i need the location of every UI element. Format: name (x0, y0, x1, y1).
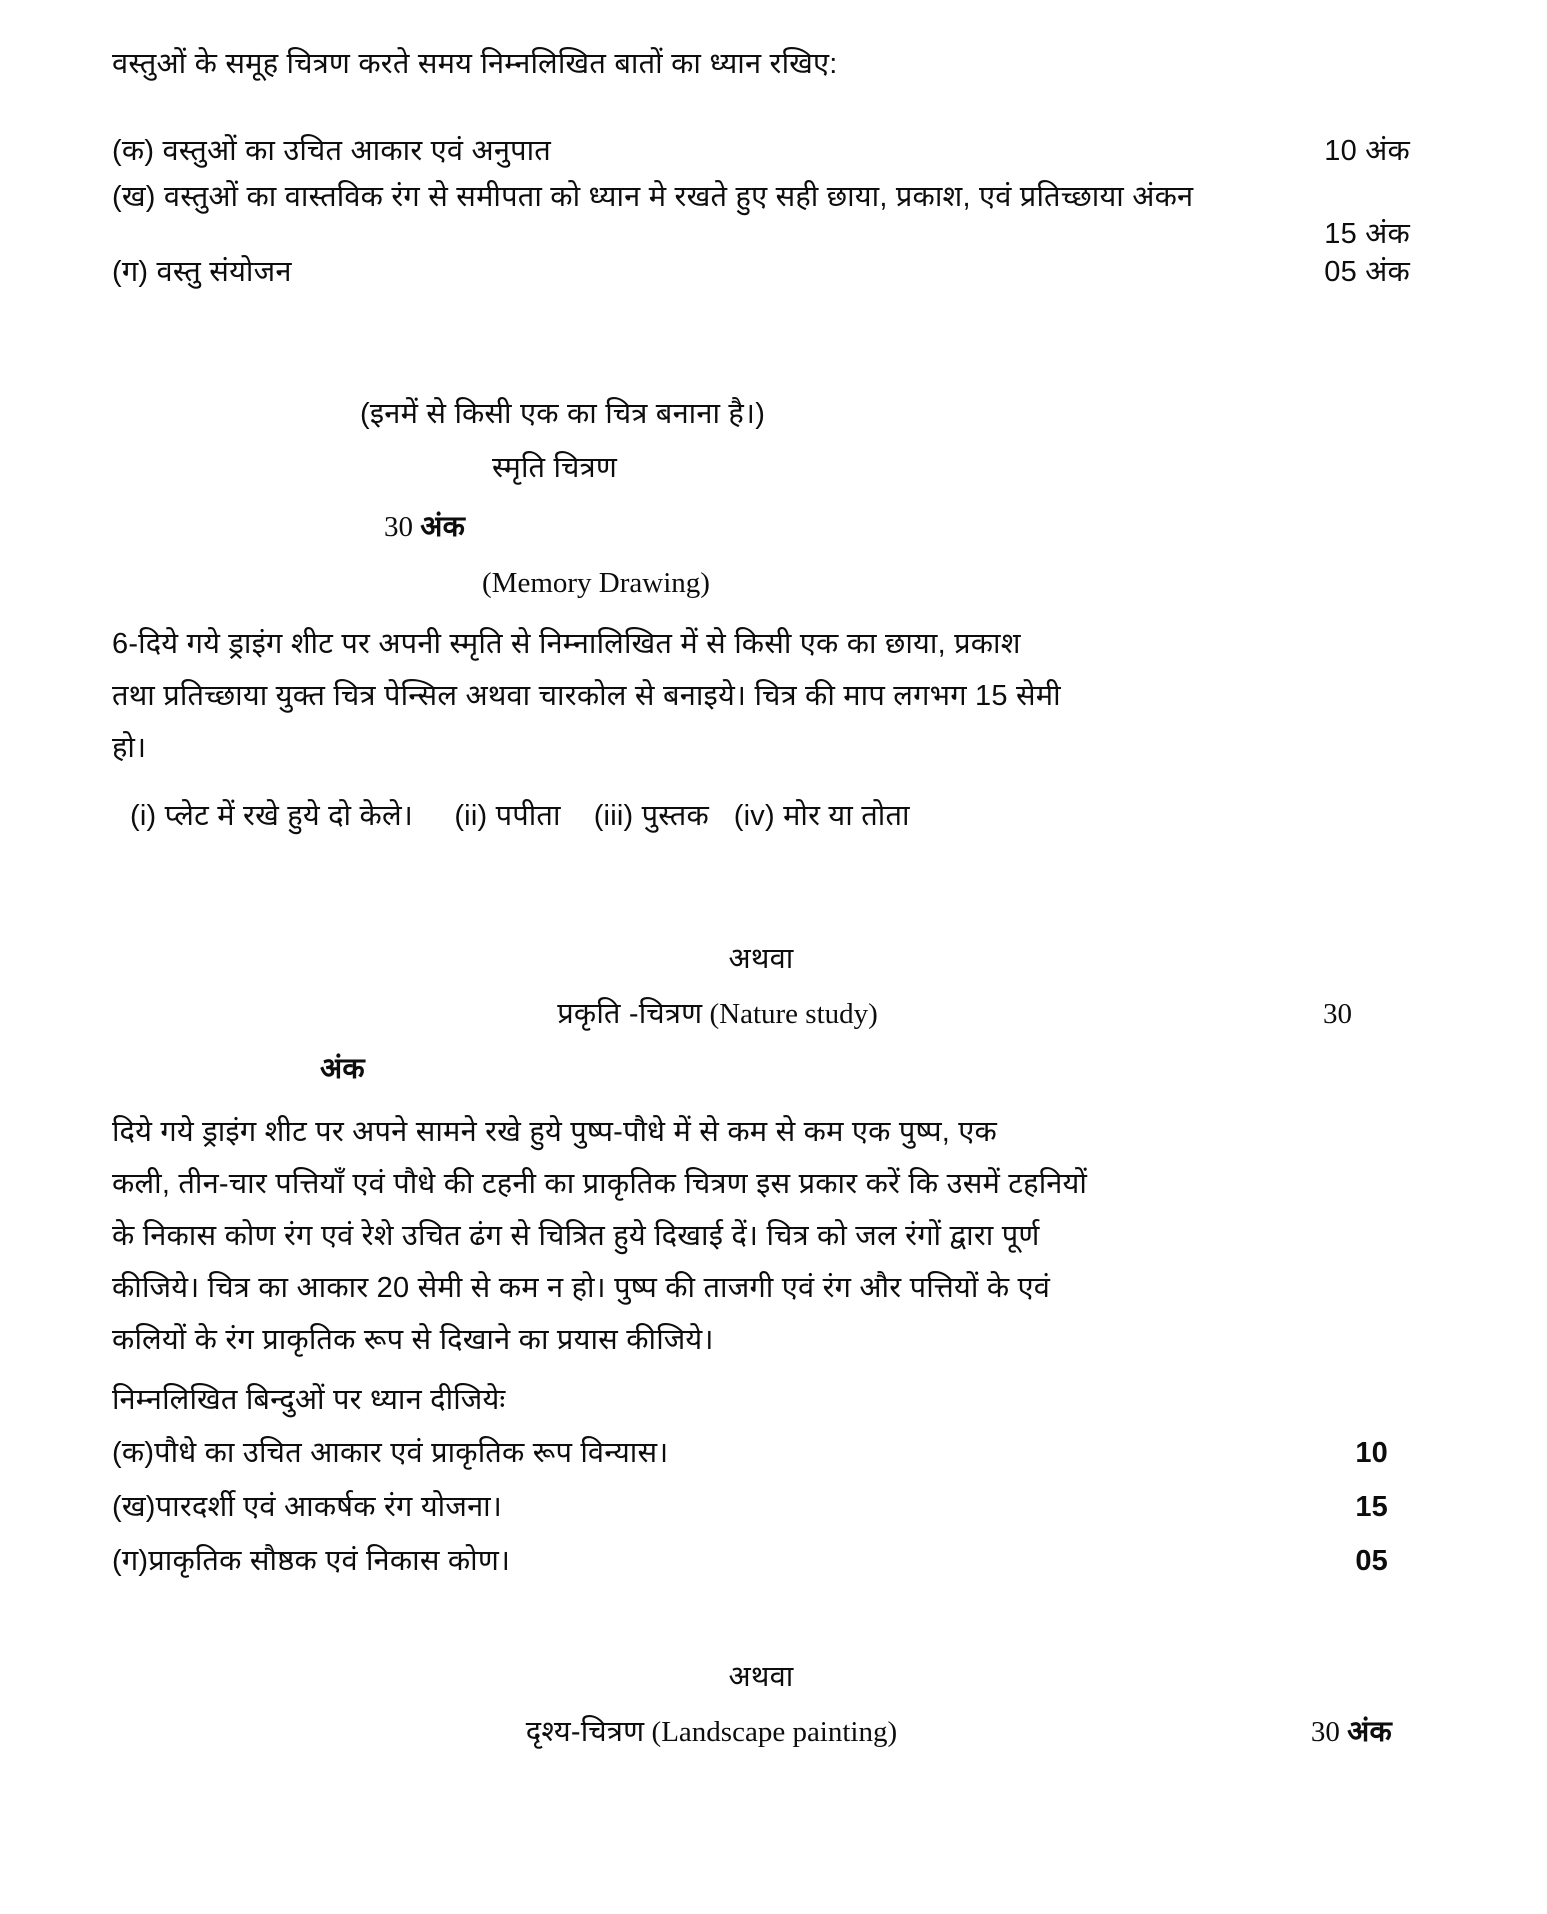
memory-option-ii: (ii) पपीता (454, 800, 561, 832)
nature-study-points-heading: निम्नलिखित बिन्दुओं पर ध्यान दीजियेः (112, 1384, 506, 1416)
paragraph-line (112, 670, 1410, 722)
nature-point-label-ga: (ग)प्राकृतिक सौष्ठक एवं निकास कोण। (112, 1545, 511, 1577)
paragraph-line-text: दिये गये ड्राइंग शीट पर अपने सामने रखे हुये पुष्प-पौधे में से कम से कम एक पुष्प, एक (112, 1116, 997, 1148)
criteria-marks-row-kha (112, 220, 1410, 249)
memory-option-iii: (iii) पुस्तक (593, 800, 709, 832)
landscape-title-hi: दृश्य-चित्रण (525, 1716, 645, 1748)
nature-study-title-en: (Nature study) (709, 998, 878, 1030)
paragraph-line (112, 1158, 1410, 1210)
nature-study-marks-word: अंक (320, 1053, 365, 1085)
nature-point-row-kha (112, 1480, 1410, 1534)
paragraph-line (112, 1262, 1410, 1314)
memory-option-iv: (iv) मोर या तोता (733, 800, 910, 832)
criteria-row-ga (112, 249, 1410, 295)
nature-point-marks-ga: 05 (1355, 1545, 1388, 1577)
criteria-label-ka: (क) वस्तुओं का उचित आकार एवं अनुपात (112, 135, 552, 167)
paragraph-line (112, 1106, 1410, 1158)
nature-point-row-ka (112, 1426, 1410, 1480)
paragraph-line-text: के निकास कोण रंग एवं रेशे उचित ढंग से चित्रित हुये दिखाई दें। चित्र को जल रंगों द्वारा पूर्ण (112, 1220, 1040, 1252)
memory-drawing-english-title: (Memory Drawing) (482, 567, 710, 599)
nature-point-label-kha: (ख)पारदर्शी एवं आकर्षक रंग योजना। (112, 1491, 503, 1523)
criteria-row-ka (112, 128, 1410, 174)
athava-divider-2: अथवा (728, 1661, 794, 1693)
memory-drawing-title: स्मृति चित्रण (492, 452, 618, 484)
paragraph-line (112, 722, 1410, 774)
landscape-marks-word: अंक (1347, 1716, 1392, 1748)
paragraph-line-text: हो। (112, 732, 147, 764)
nature-study-marks-number: 30 (1323, 998, 1352, 1030)
memory-marks-row (112, 505, 1547, 554)
paragraph-line-text: कीजिये। चित्र का आकार 20 सेमी से कम न हो। पुष्प की ताजगी एवं रंग और पत्तियों के एवं (112, 1272, 1051, 1304)
nature-point-label-ka: (क)पौधे का उचित आकार एवं प्राकृतिक रूप विन्यास। (112, 1437, 669, 1469)
landscape-title-en: (Landscape painting) (651, 1716, 898, 1748)
nature-point-marks-kha: 15 (1355, 1491, 1388, 1523)
paragraph-line (112, 618, 1410, 670)
memory-marks-number: 30 (384, 511, 413, 543)
memory-question-paragraph (112, 618, 1410, 774)
paragraph-line-text: कली, तीन-चार पत्तियाँ एवं पौधे की टहनी का प्राकृतिक चित्रण इस प्रकार करें कि उसमें टहनियों (112, 1168, 1088, 1200)
paragraph-line-text: 6-दिये गये ड्राइंग शीट पर अपनी स्मृति से निम्नालिखित में से किसी एक का छाया, प्रकाश (112, 628, 1021, 660)
content-column (112, 44, 1410, 1756)
memory-option-i: (i) प्लेट में रखे हुये दो केले। (130, 800, 414, 832)
nature-point-row-ga (112, 1534, 1410, 1588)
memory-choice-note: (इनमें से किसी एक का चित्र बनाना है।) (360, 398, 766, 430)
criteria-label-ga: (ग) वस्तु संयोजन (112, 256, 292, 288)
landscape-title-row (112, 1708, 1410, 1756)
group-drawing-heading: वस्तुओं के समूह चित्रण करते समय निम्नलिखित बातों का ध्यान रखिए: (112, 48, 838, 80)
paragraph-line-text: तथा प्रतिच्छाया युक्त चित्र पेन्सिल अथवा चारकोल से बनाइये। चित्र की माप लगभग 15 सेमी (112, 680, 1061, 712)
paragraph-line (112, 1314, 1410, 1366)
memory-marks-word: अंक (420, 511, 466, 543)
criteria-label-kha: (ख) वस्तुओं का वास्तविक रंग से समीपता को ध्यान मे रखते हुए सही छाया, प्रकाश, एवं प्रतिच्छाया अंकन (112, 181, 1194, 213)
nature-point-marks-ka: 10 (1355, 1437, 1388, 1469)
memory-options-row (112, 792, 1428, 840)
paragraph-line-text: कलियों के रंग प्राकृतिक रूप से दिखाने का प्रयास कीजिये। (112, 1324, 714, 1356)
criteria-marks-ka: 10 अंक (1324, 135, 1410, 167)
landscape-marks-number: 30 (1310, 1716, 1340, 1748)
criteria-marks-ga: 05 अंक (1324, 256, 1410, 288)
nature-study-paragraph (112, 1106, 1410, 1366)
paragraph-line (112, 1210, 1410, 1262)
athava-divider-1: अथवा (728, 943, 794, 975)
nature-study-title-row (112, 990, 1410, 1038)
criteria-marks-kha: 15 अंक (1324, 218, 1410, 250)
nature-study-title-hi: प्रकृति -चित्रण (557, 998, 703, 1030)
